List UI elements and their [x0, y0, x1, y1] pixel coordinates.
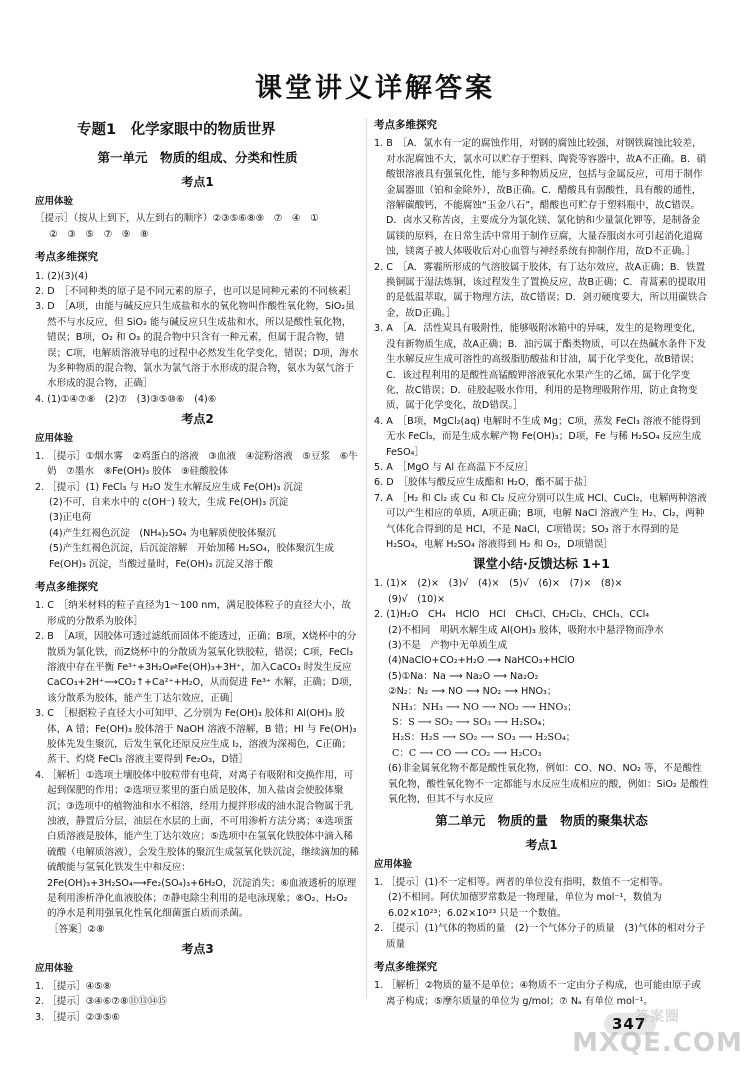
- answer-line: 1. B ［A．氯水有一定的腐蚀作用，对钢的腐蚀比较强，对钢铁腐蚀比较差，对水泥腐蚀不大，氯水可以贮存于塑料、陶瓷等容器中，故A不正确。B．硝酸银溶液具有强氧化性，能与多种物质反应，包括与金属反应，可用于制作金属器皿（铂和金除外），故B正确。C．醋酸具有弱酸性，具有酸的通性，溶解碳酸钙，不能腐蚀“玉金八石”，醋酸也可贮存于塑料瓶中，故C错误。D．卤水又称苦卤，主要成分为氯化镁、氯化钠和少量氯化钾等，是制备金属镁的原料，在日常生活中常用于制作豆腐，大量吞服卤水可引起消化道腐蚀，镁离子被人体吸收后对心血管与神经系统有抑制作用，故D不正确。］: [374, 138, 707, 258]
- section-application: 应用体验: [35, 433, 74, 445]
- answer-line: ［提示］（按从上到下，从左到右的顺序）②③⑤⑥⑧⑨ ⑦ ④ ①: [35, 213, 319, 225]
- answer-line: 5. A ［MgO 与 Al 在高温下不反应］: [374, 461, 534, 473]
- answer-line: 6. D ［胶体与酸反应生成酯和 H₂O，酯不属于盐］: [374, 477, 593, 489]
- answer-line: ② ③ ⑤ ⑦ ⑨ ⑧: [49, 228, 149, 240]
- answer-line: 1. ［提示］(1)不一定相等。两者的单位没有指明，数值不一定相等。: [374, 876, 669, 888]
- answer-line: (2)不可，自来水中的 c(OH⁻) 较大，生成 Fe(OH)₃ 沉淀: [49, 496, 289, 508]
- summary-heading: 课堂小结·反馈达标 1+1: [473, 556, 610, 572]
- answer-line: 2. ［提示］(1)气体的物质的量 (2)一个气体分子的质量 (3)气体的相对分子质量: [374, 923, 706, 950]
- answer-line: (4)产生红褐色沉淀 (NH₄)₂SO₄ 为电解质使胶体聚沉: [49, 527, 276, 539]
- left-column: [35, 118, 360, 1025]
- watermark-main: MXQE.COM: [572, 1028, 743, 1058]
- answer-line: 1. (2)(3)(4): [35, 270, 88, 282]
- right-column: [374, 118, 709, 1009]
- unit-heading: 第二单元 物质的量 物质的聚集状态: [435, 813, 648, 829]
- answer-line: 2. (1)H₂O CH₄ HClO HCl CH₃Cl、CH₂Cl₂、CHCl₃、CCl₄: [374, 609, 650, 621]
- answer-line: 1. ［提示］④⑤⑧: [35, 980, 112, 992]
- equation-line: ②N₂：N₂ ⟶ NO ⟶ NO₂ ⟶ HNO₃；: [388, 686, 557, 698]
- answer-line: (2)不相同。阿伏加德罗常数是一物理量，单位为 mol⁻¹，数值为 6.02×10²³；6.02×10²³ 只是一个数值。: [388, 892, 662, 919]
- answer-line: 3. D ［A项，由能与碱反应只生成盐和水的氧化物叫作酸性氧化物，SiO₂虽然不与水反应，但 SiO₂ 能与碱反应只生成盐和水，所以是酸性氧化物，错误；B项，O₂ 和 O₃ 的混合物中只含有一种元素，但属于混合物，错误；C项，电解质溶液导电的过程中必然发生化学变化，错误；D项，海水为多种物质的混合物，氯水为氯气溶于水形成的混合物，氨水为氨气溶于水形成的混合物，正确］: [35, 301, 359, 390]
- answer-line: (3)正电荷: [49, 512, 92, 524]
- page-number: 347: [612, 1015, 647, 1033]
- section-application: 应用体验: [35, 196, 74, 207]
- answer-line: 1. ［解析］②物质的量不是单位；④物质不一定由分子构成，也可能由原子或离子构成；⑤摩尔质量的单位为 g/mol；⑦ Nₐ 有单位 mol⁻¹。: [374, 980, 701, 1007]
- kaodian-2-heading: 考点2: [181, 412, 214, 427]
- answer-line: (6)非金属氧化物不都是酸性氧化物，例如：CO、NO、NO₂ 等，不是酸性氧化物，酸性氧化物不一定都能与水反应生成相应的酸，例如：SiO₂ 是酸性氧化物，但其不与水反应: [388, 763, 709, 806]
- answer-line: 3. A ［A．活性炭具有吸附性，能够吸附冰箱中的异味，发生的是物理变化，没有新物质生成，故A正确；B．油污属于酯类物质，可以在热碱水条件下发生水解反应生成可溶性的高级脂肪酸盐和甘油，属于化学变化，故B错误；C．该过程利用的是酸性高锰酸钾溶液氧化水果产生的乙烯，属于化学变化，故C错误；D．硅胶起吸水作用，利用的是物理吸附作用，防止食物变质，属于化学变化，故D错误。］: [374, 323, 707, 412]
- equation-line: (5)①Na：Na ⟶ Na₂O ⟶ Na₂O₂: [388, 670, 539, 682]
- unit-heading: 第一单元 物质的组成、分类和性质: [97, 150, 298, 165]
- equation-line: C：C ⟶ CO ⟶ CO₂ ⟶ H₂CO₃: [392, 747, 542, 759]
- section-explore: 考点多维探究: [374, 119, 437, 131]
- column-divider: [366, 118, 367, 998]
- answer-line: 4. A ［B项，MgCl₂(aq) 电解时不生成 Mg；C项，蒸发 FeCl₃ 溶液不能得到无水 FeCl₃，而是生成水解产物 Fe(OH)₃；D项，Fe 与稀 H₂SO₄ 反应生成 FeSO₄］: [374, 415, 702, 458]
- answer-line: 1. ［提示］①烟水雾 ②鸡蛋白的溶液 ③血液 ④淀粉溶液 ⑤豆浆 ⑥牛奶 ⑦墨水 ⑧Fe(OH)₃ 胶体 ⑨硅酸胶体: [35, 450, 358, 478]
- answer-line: (5)产生红褐色沉淀，后沉淀溶解 开始加稀 H₂SO₄，胶体聚沉生成 Fe(OH)₃ 沉淀，当酸过量时，Fe(OH)₃ 沉淀又溶于酸: [49, 543, 335, 570]
- answer-line: 2. ［提示］③④⑥⑦⑧⑪⑬⑭⑮: [35, 996, 167, 1008]
- page-title: 课堂讲义详解答案: [255, 73, 495, 104]
- answer-line: 2. B ［A项，因胶体可透过滤纸而固体不能透过，正确；B项，X烧杯中的分散质为氯化铁，而Z烧杯中的分散质为氢氧化铁胶粒，错误；C项，FeCl₃ 溶液中存在平衡 Fe³⁺+3H₂O⇌Fe(OH)₃+3H⁺，加入CaCO₃ 时发生反应 CaCO₃+2H⁺⟶CO₂↑+Ca²⁺+H₂O，从而促进 Fe³⁺ 水解，正确；D项，该分散系为胶体，能产生丁达尔效应，正确］: [35, 631, 359, 704]
- section-explore: 考点多维探究: [35, 580, 98, 593]
- answer-line: ［答案］②⑧: [49, 923, 105, 935]
- equation-line: H₂S：H₂S ⟶ SO₂ ⟶ SO₃ ⟶ H₂SO₄；: [392, 732, 576, 744]
- answer-line: 2. ［提示］(1) FeCl₃ 与 H₂O 发生水解反应生成 Fe(OH)₃ 沉淀: [35, 481, 303, 493]
- answer-line: (9)√ (10)×: [388, 593, 446, 605]
- answer-line: 3. C ［根据粒子直径大小可知甲、乙分别为 Fe(OH)₃ 胶体和 Al(OH)₃ 胶体，A 错；Fe(OH)₃ 胶体溶于 NaOH 溶液不溶解，B 错；HI 与 Fe(OH)₃ 胶体先发生聚沉，后发生氧化还原反应生成 I₂，溶液为深褐色，C正确；蒸干、灼烧 FeCl₃ 溶液主要得到 Fe₂O₃，D错］: [35, 708, 357, 766]
- answer-line: 2. C ［A．雾霾所形成的气溶胶属于胶体，有丁达尔效应，故A正确；B．铁置换铜属于湿法炼铜，该过程发生了置换反应，故B正确；C．青蒿素的提取用的是低温萃取，属于物理方法，故C错误；D．剑刃硬度要大，所以用碳铁合金，故D正确。］: [374, 261, 708, 319]
- topic-heading: 专题1 化学家眼中的物质世界: [77, 122, 276, 138]
- answer-line: 7. A ［H₂ 和 Cl₂ 或 Cu 和 Cl₂ 反应分别可以生成 HCl、CuCl₂，电解两种溶液可以产生相应的单质，A项正确；B项，电解 NaCl 溶液产生 H₂、Cl₂，两种气体化合得到的是 HCl，不是 NaCl，C项错误；SO₃ 溶于水得到的是 H₂SO₄，电解 H₂SO₄ 溶液得到 H₂ 和 O₂，D项错误］: [374, 492, 707, 550]
- answer-line: 1. (1)× (2)× (3)√ (4)× (5)√ (6)× (7)× (8)×: [374, 578, 623, 590]
- equation-line: S：S ⟶ SO₂ ⟶ SO₃ ⟶ H₂SO₄；: [392, 717, 551, 729]
- section-explore: 考点多维探究: [374, 960, 437, 973]
- kaodian-1-heading: 考点1: [181, 175, 214, 189]
- kaodian-1-heading: 考点1: [525, 838, 558, 853]
- answer-line: 3. ［提示］②③⑤⑥: [35, 1011, 120, 1023]
- answer-line: 2. D ［不同种类的原子是不同元素的原子，也可以是同种元素的不同核素］: [35, 286, 357, 298]
- answer-line: 1. C ［纳米材料的粒子直径为1～100 nm，满足胶体粒子的直径大小，故形成的分散系为胶体］: [35, 600, 352, 627]
- answer-line: (3)不是 产物中无单质生成: [388, 640, 508, 651]
- equation-line: NH₃：NH₃ ⟶ NO ⟶ NO₂ ⟶ HNO₃；: [392, 701, 577, 713]
- answer-line: (2)不相同 明矾水解生成 Al(OH)₃ 胶体，吸附水中悬浮物而净水: [388, 624, 664, 636]
- answer-line: 4. ［解析］①选项土壤胶体中胶粒带有电荷，对离子有吸附和交换作用，可起到保肥的作用；②选项豆浆里的蛋白质是胶体，加入盐卤会使胶体聚沉；③选项中的植物油和水不相溶，经用力搅拌形成的油水混合物属于乳浊液，静置后分层，油层在水层的上面，不可用渗析方法分离；④选项蛋白质溶液是胶体，能产生丁达尔效应；⑤选项中在氢氧化铁胶体中滴入稀硫酸（电解质溶液），会发生胶体的聚沉生成氢氧化铁沉淀，继续滴加的稀硫酸能与氢氧化铁发生中和反应：2Fe(OH)₃+3H₂SO₄⟶Fe₂(SO₄)₃+6H₂O，沉淀消失；⑥血液透析的原理是利用渗析净化血液胶体；⑦静电除尘利用的是电泳现象；⑧O₂、H₂O₂ 的净水是利用强氧化性氧化细菌蛋白质而杀菌。: [35, 769, 359, 920]
- equation-line: (4)NaClO+CO₂+H₂O ⟶ NaHCO₃+HClO: [388, 655, 575, 667]
- kaodian-3-heading: 考点3: [181, 942, 214, 957]
- answer-line: 4. (1)①④⑦⑧ (2)⑦ (3)③⑤⑩⑥ (4)⑥: [35, 393, 217, 405]
- section-application: 应用体验: [374, 859, 413, 871]
- section-explore: 考点多维探究: [35, 251, 98, 264]
- watermark-top: 答案圈: [635, 1009, 680, 1025]
- section-application: 应用体验: [35, 963, 74, 975]
